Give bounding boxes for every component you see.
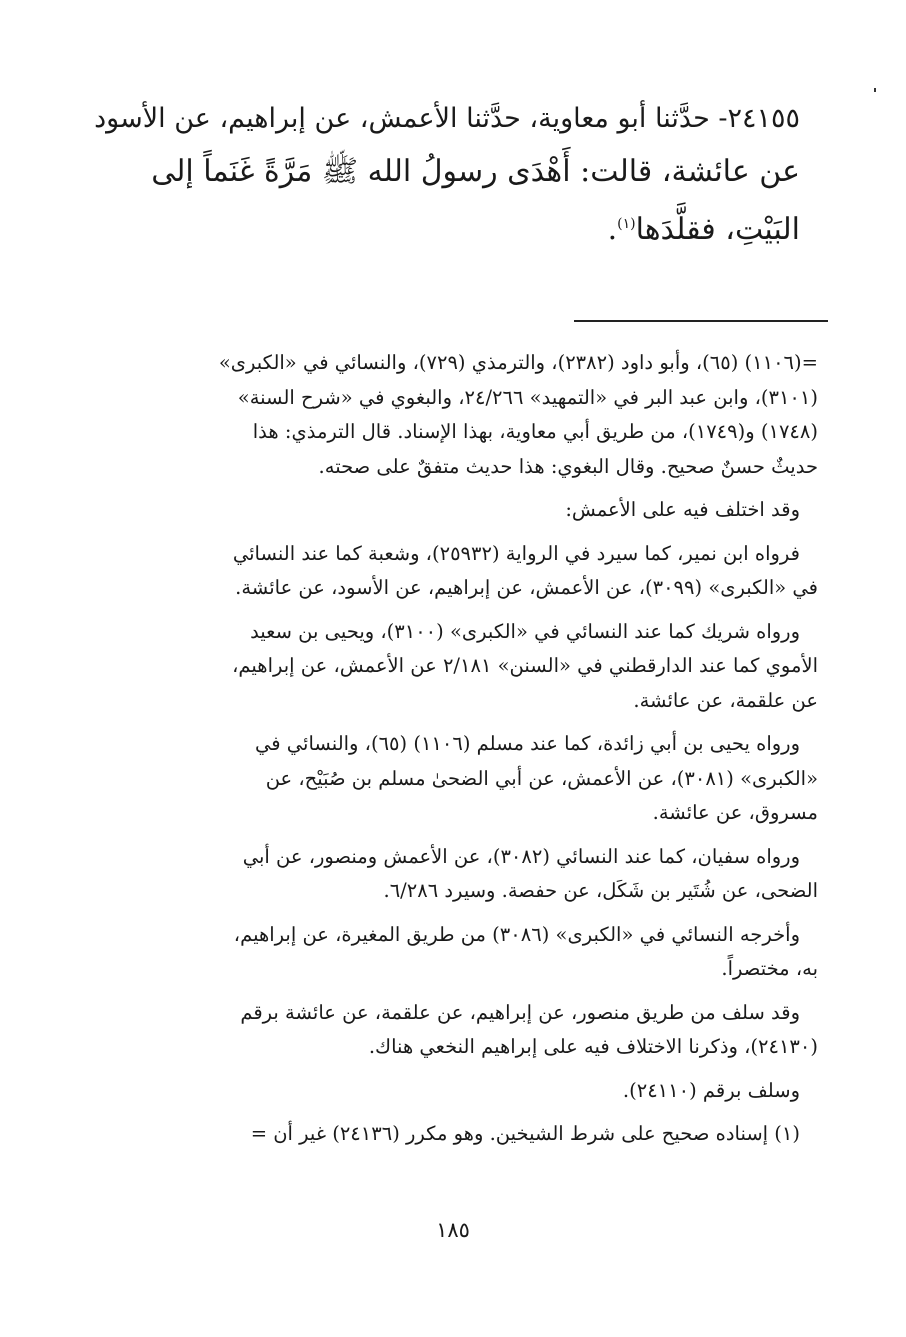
- margin-mark: [874, 88, 876, 92]
- footnote-line: ورواه يحيى بن أبي زائدة، كما عند مسلم (١١٠٦) (٦٥)، والنسائي في: [255, 732, 800, 755]
- footnote-line: وسلف برقم (٢٤١١٠).: [622, 1078, 800, 1102]
- footnote-paragraph: [130, 996, 818, 1065]
- footnote-line: الضحى، عن شُتَير بن شَكَل، عن حفصة. وسيرد ٦/٢٨٦.: [383, 879, 818, 902]
- footnote-line: حديثٌ حسنٌ صحيح. وقال البغوي: هذا حديث متفقٌ على صحته.: [318, 454, 818, 478]
- hadith-end-mark: .: [607, 212, 618, 247]
- footnote-paragraph: [130, 840, 818, 909]
- footnote-line: وقد سلف من طريق منصور، عن إبراهيم، عن علقمة، عن عائشة برقم: [240, 1000, 800, 1024]
- footnote-line: «الكبرى» (٣٠٨١)، عن الأعمش، عن أبي الضحىٰ مسلم بن صُبَيْح، عن: [265, 766, 818, 790]
- footnote-paragraph: [130, 615, 818, 719]
- hadith-line-1: ٢٤١٥٥- حدَّثنا أبو معاوية، حدَّثنا الأعمش، عن إبراهيم، عن الأسود: [94, 103, 800, 134]
- footnote-paragraph: [130, 346, 818, 484]
- footnote-line: فرواه ابن نمير، كما سيرد في الرواية (٢٥٩٣٢)، وشعبة كما عند النسائي: [232, 541, 800, 565]
- footnote-paragraph: [130, 1117, 818, 1152]
- footnote-line: وأخرجه النسائي في «الكبرى» (٣٠٨٦) من طريق المغيرة، عن إبراهيم،: [233, 922, 800, 946]
- footnote-paragraph: [130, 727, 818, 831]
- footnote-line: الأموي كما عند الدارقطني في «السنن» ٢/١٨١ عن الأعمش، عن إبراهيم،: [232, 654, 818, 677]
- footnote-line: به، مختصراً.: [721, 957, 818, 980]
- footnote-reference[interactable]: (١): [617, 216, 636, 232]
- footnote-line: (٣١٠١)، وابن عبد البر في «التمهيد» ٢٤/٢٦٦، والبغوي في «شرح السنة»: [237, 385, 818, 409]
- footnote-line: (٢٤١٣٠)، وذكرنا الاختلاف فيه على إبراهيم النخعي هناك.: [368, 1035, 818, 1058]
- hadith-text: [94, 92, 800, 256]
- footnote-line: عن علقمة، عن عائشة.: [633, 688, 818, 712]
- hadith-line-3-text: البَيْتِ، فقلَّدَها: [635, 212, 800, 247]
- footnote-line: مسروق، عن عائشة.: [652, 801, 818, 824]
- footnote-paragraph: [130, 537, 818, 606]
- footnote-line: =(١١٠٦) (٦٥)، وأبو داود (٢٣٨٢)، والترمذي (٧٢٩)، والنسائي في «الكبرى»: [218, 351, 818, 374]
- hadith-line-3: [128, 198, 800, 256]
- footnote-line: ورواه شريك كما عند النسائي في «الكبرى» (٣١٠٠)، ويحيى بن سعيد: [250, 619, 800, 643]
- footnote-line: ورواه سفيان، كما عند النسائي (٣٠٨٢)، عن الأعمش ومنصور، عن أبي: [242, 844, 800, 868]
- footnote-line: وقد اختلف فيه على الأعمش:: [565, 498, 800, 521]
- footnote-line: (١) إسناده صحيح على شرط الشيخين. وهو مكرر (٢٤١٣٦) غير أن =: [250, 1122, 800, 1145]
- footnote-paragraph: [130, 918, 818, 987]
- footnote-paragraph: [130, 1074, 818, 1109]
- footnote-line: (١٧٤٨) و(١٧٤٩)، من طريق أبي معاوية، بهذا الإسناد. قال الترمذي: هذا: [252, 420, 818, 443]
- footnote-separator: [574, 320, 828, 322]
- footnote-line: في «الكبرى» (٣٠٩٩)، عن الأعمش، عن إبراهيم، عن الأسود، عن عائشة.: [235, 576, 818, 599]
- page-number: ١٨٥: [436, 1218, 470, 1242]
- hadith-line-2: عن عائشة، قالت: أَهْدَى رسولُ الله ﷺ مَرَّةً غَنَماً إلى: [151, 154, 800, 189]
- footnote-paragraph: [130, 493, 818, 528]
- footnotes: [130, 346, 818, 1161]
